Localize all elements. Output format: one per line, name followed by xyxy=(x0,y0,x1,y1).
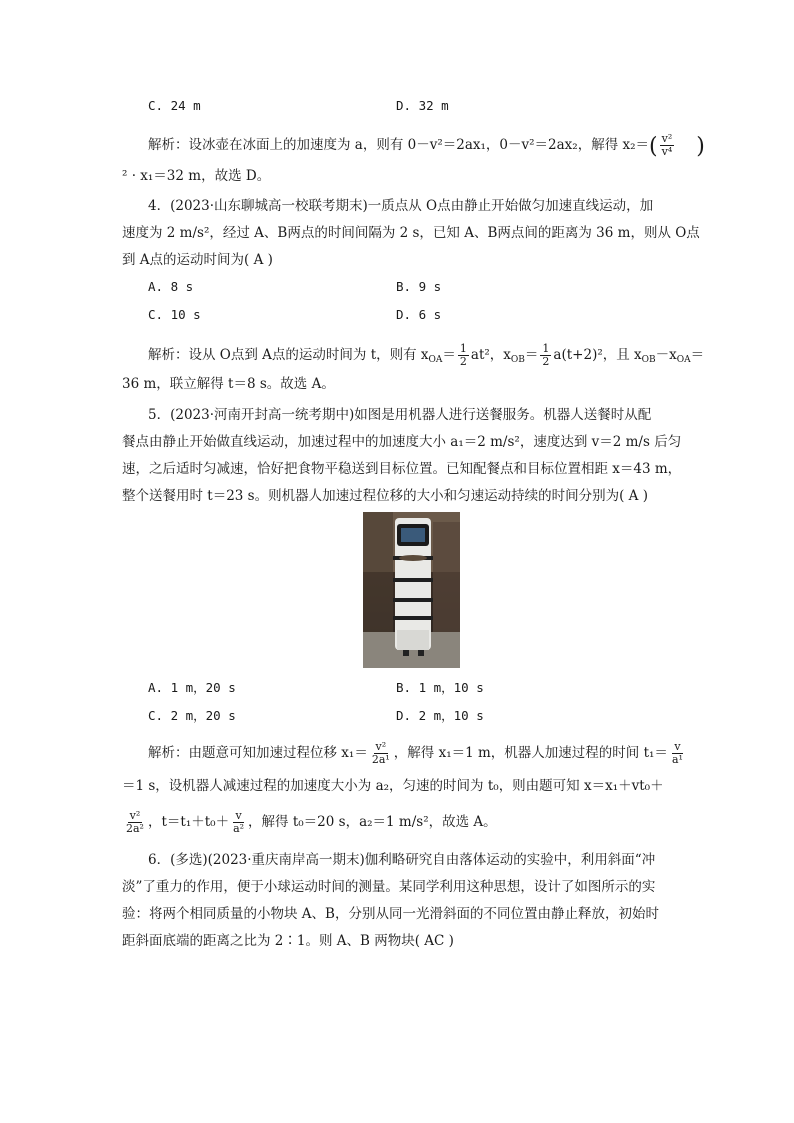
q4-option-c: C. 10 s xyxy=(148,307,201,322)
q5-option-c: C. 2 m，20 s xyxy=(148,708,236,723)
q5-option-b: B. 1 m，10 s xyxy=(396,680,484,695)
q3-option-d: D. 32 m xyxy=(396,98,449,113)
q4-option-a: A. 8 s xyxy=(148,279,194,294)
q5-stem-line1: 5．(2023·河南开封高一统考期中)如图是用机器人进行送餐服务。机器人送餐时从配 xyxy=(148,407,652,423)
q6-stem-line1: 6．(多选)(2023·重庆南岸高一期末)伽利略研究自由落体运动的实验中，利用斜面“冲 xyxy=(148,852,656,868)
q6-stem-line4: 距斜面底端的距离之比为 2∶1。则 A、B 两物块( AC ) xyxy=(122,933,454,949)
q4-option-b: B. 9 s xyxy=(396,279,442,294)
q3-fraction: $\frac{\text{v²}}{\text{v⁴}}$ xyxy=(661,132,673,158)
q5-option-d: D. 2 m，10 s xyxy=(396,708,484,723)
q5-stem-line4: 整个送餐用时 t＝23 s。则机器人加速过程位移的大小和匀速运动持续的时间分别为( A ) xyxy=(122,488,648,504)
q5-fraction-x3: $\frac{\text{v²}}{\text{2a²}}$ xyxy=(126,809,144,835)
q4-half-fraction-2: $\frac{1}{2}$ xyxy=(542,342,550,368)
q4-stem-line3: 到 A点的运动时间为( A ) xyxy=(122,252,273,268)
q5-analysis-line2: ＝1 s，设机器人减速过程的加速度大小为 a₂，匀速的时间为 t₀，则由题可知 x＝x₁＋vt₀＋ xyxy=(122,778,664,794)
q6-stem-line3: 验：将两个相同质量的小物块 A、B，分别从同一光滑斜面的不同位置由静止释放，初始时 xyxy=(122,906,659,922)
q5-fraction-t1: $\frac{v}{\text{a¹}}$ xyxy=(671,740,683,766)
q5-analysis-line1: 解析：由题意可知加速过程位移 x₁＝ $\frac{\text{v²}}{\text{2a¹}}$ ，解得 x₁＝1 m，机器人加速过程的时间 t₁＝ $\frac{v}{\text{a¹}}$ xyxy=(148,740,683,766)
q5-stem-line3: 速，之后适时匀减速，恰好把食物平稳送到目标位置。已知配餐点和目标位置相距 x＝43 m， xyxy=(122,461,682,477)
q4-half-fraction-1: $\frac{1}{2}$ xyxy=(459,342,467,368)
robot-photo xyxy=(363,512,460,668)
q5-stem-line2: 餐点由静止开始做直线运动，加速过程中的加速度大小 a₁＝2 m/s²，速度达到 v＝2 m/s 后匀 xyxy=(122,434,682,450)
q4-stem-line1: 4．(2023·山东聊城高一校联考期末)一质点从 O点由静止开始做匀加速直线运动，加 xyxy=(148,198,654,214)
q5-option-a: A. 1 m，20 s xyxy=(148,680,236,695)
q6-stem-line2: 淡”了重力的作用，便于小球运动时间的测量。某同学利用这种思想，设计了如图所示的实 xyxy=(122,879,656,895)
q4-analysis-line1: 解析：设从 O点到 A点的运动时间为 t，则有 $x_{OA}=$ $\frac{1}{2}$ at²，$x_{OB}=$ $\frac{1}{2}$ a(t+2)²，且 $x_{OB}-x_{OA}=$ xyxy=(148,342,705,368)
q4-option-d: D. 6 s xyxy=(396,307,442,322)
q4-analysis-line2: 36 m，联立解得 t＝8 s。故选 A。 xyxy=(122,376,335,392)
q3-analysis-line1: 解析：设冰壶在冰面上的加速度为 a，则有 0－v²＝2ax₁，0－v²＝2ax₂，解得 x₂＝( $\frac{\text{v²}}{\text{v⁴}}$ ) xyxy=(148,132,705,159)
q3-option-c: C. 24 m xyxy=(148,98,201,113)
q5-fraction-t3: $\frac{v}{\text{a²}}$ xyxy=(233,809,245,835)
q5-analysis-line3: $\frac{\text{v²}}{\text{2a²}}$ ，t＝t₁＋t₀＋ $\frac{v}{\text{a²}}$ ，解得 t₀＝20 s，a₂＝1 m/s²，故选 A。 xyxy=(126,809,497,835)
robot-illustration xyxy=(363,512,460,668)
q5-fraction-x1: $\frac{\text{v²}}{\text{2a¹}}$ xyxy=(371,740,390,766)
q4-stem-line2: 速度为 2 m/s²，经过 A、B两点的时间间隔为 2 s，已知 A、B两点间的距离为 36 m，则从 O点 xyxy=(122,225,700,241)
q3-analysis-text: 解析：设冰壶在冰面上的加速度为 a，则有 0－v²＝2ax₁，0－v²＝2ax₂，解得 x₂＝ xyxy=(148,137,650,153)
q3-analysis-line2: ² · x₁＝32 m，故选 D。 xyxy=(122,168,271,184)
